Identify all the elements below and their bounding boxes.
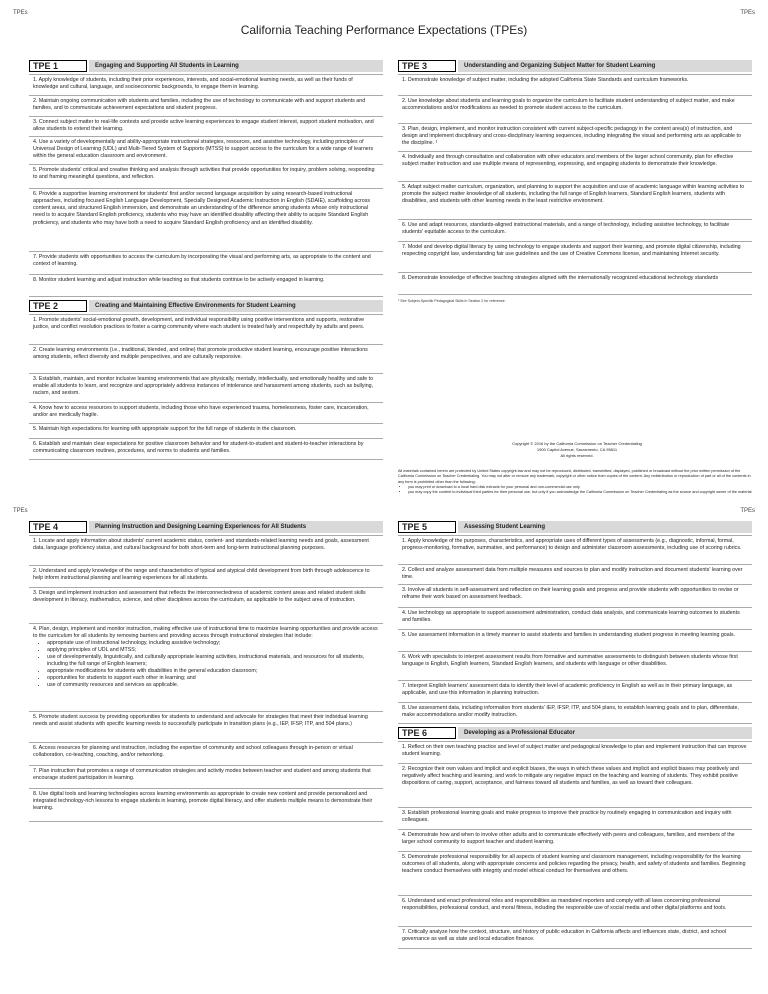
page-title: California Teaching Performance Expectations (TPEs) xyxy=(240,23,528,37)
tpe3-item: 6. Use and adapt resources, standards-aligned instructional materials, and a range of technology, including assistive technology, to facilitate students' equitable access to the curriculum. xyxy=(398,220,752,242)
tpe1-item: 1. Apply knowledge of students, including their prior experiences, interests, and social-emotional learning needs, as well as their funds of knowledge and cultural, language, and socioeconomic backgrounds, to engage them in learning. xyxy=(29,75,383,96)
tpe1-label: TPE 1 xyxy=(29,60,87,72)
copyright-bullet: • you may print or download to a local hard disk extracts for your personal and non-commercial use only xyxy=(408,485,756,490)
tpe5-item: 6. Work with specialists to interpret assessment results from formative and summative assessments to distinguish between students whose first language is English, English learners, Standard English learners, and students with language or other disabilities. xyxy=(398,652,752,681)
copyright-rights: All rights reserved. xyxy=(560,453,594,458)
tpe3-item: 7. Model and develop digital literacy by using technology to engage students and support their learning, and promote digital citizenship, including respecting copyright law, understanding fair use guidelines and the use of Creative Commons license, and maintaining Internet security. xyxy=(398,242,752,273)
tpe4-item: 6. Access resources for planning and instruction, including the expertise of community and school colleagues through in-person or virtual collaboration, co-teaching, coaching, and/or networking. xyxy=(29,743,383,766)
tpe1-heading: Engaging and Supporting All Students in Learning xyxy=(89,60,383,72)
tpe4-item-4-text: 4. Plan, design, implement and monitor instruction, making effective use of instructional time to maximize learning opportunities and provide access to the curriculum for all students by removing barriers and providing access through instructional strategies that include: xyxy=(33,625,378,639)
tpe4-bullet: • use of community resources and services as applicable. xyxy=(47,682,379,689)
column-tpe3 xyxy=(398,60,752,303)
tpe1-item: 3. Connect subject matter to real-life contexts and provide active learning experiences to engage student interest, support student motivation, and allow students to extend their learning. xyxy=(29,117,383,137)
tpe4-bullet: • applying principles of UDL and MTSS; xyxy=(47,647,379,654)
tpe2-item: 5. Maintain high expectations for learning with appropriate support for the full range of students in the classroom. xyxy=(29,424,383,439)
tpe1-item: 5. Promote students' critical and creative thinking and analysis through activities that provide opportunities for inquiry, problem solving, responding to and framing meaningful questions, and reflection. xyxy=(29,165,383,189)
header-left: TPEs xyxy=(13,10,28,16)
tpe2-item: 1. Promote students' social-emotional growth, development, and individual responsibility using positive interventions and supports, restorative justice, and conflict resolution practices to foster a caring community where each student is treated fairly and respectfully by adults and peers. xyxy=(29,315,383,345)
header-right-2: TPEs xyxy=(740,508,755,514)
tpe2-item: 4. Know how to access resources to support students, including those who have experienced trauma, homelessness, foster care, incarceration, and/or are medically fragile. xyxy=(29,403,383,424)
tpe6-list xyxy=(398,741,752,949)
tpe6-item: 5. Demonstrate professional responsibility for all aspects of student learning and classroom management, including responsibility for the learning outcomes of all students, along with appropriate concerns and policies regarding the privacy, health, and safety of students and families. Beginning teachers conduct themselves with integrity and model ethical conduct for themselves and others. xyxy=(398,852,752,896)
tpe3-item: 5. Adapt subject matter curriculum, organization, and planning to support the acquisition and use of academic language within learning activities to promote the subject matter knowledge of all students, including the full range of English learners, Standard English learners, students with disabilities, and students with other learning needs in the least restrictive environment. xyxy=(398,182,752,220)
tpe4-item: 7. Plan instruction that promotes a range of communication strategies and activity modes between teacher and student and among students that encourage student participation in learning. xyxy=(29,766,383,789)
tpe5-item: 7. Interpret English learners' assessment data to identify their level of academic proficiency in English as well as in their primary language, as applicable, and use this information in planning instruction. xyxy=(398,681,752,703)
tpe1-item: 7. Provide students with opportunities to access the curriculum by incorporating the visual and performing arts, as appropriate to the content and context of learning. xyxy=(29,252,383,275)
tpe6-label: TPE 6 xyxy=(398,727,456,739)
tpe3-label: TPE 3 xyxy=(398,60,456,72)
copyright-line: Copyright © 2016 by the California Commission on Teacher Credentialing xyxy=(512,441,642,446)
tpe4-bullet-list xyxy=(33,640,379,689)
tpe5-item: 3. Involve all students in self-assessment and reflection on their learning goals and progress and provide students with opportunities to revise or reframe their work based on assessment feedback. xyxy=(398,585,752,608)
tpe4-label: TPE 4 xyxy=(29,521,87,533)
column-tpe1-tpe2 xyxy=(29,60,383,460)
tpe6-item: 1. Reflect on their own teaching practice and level of subject matter and pedagogical knowledge to plan and implement instruction that can improve student learning. xyxy=(398,742,752,764)
tpe6-heading: Developing as a Professional Educator xyxy=(458,727,752,739)
column-tpe4 xyxy=(29,521,383,822)
tpe5-item: 4. Use technology as appropriate to support assessment administration, conduct data analysis, and communicate learning outcomes to students and families. xyxy=(398,608,752,630)
tpe5-list xyxy=(398,535,752,724)
tpe6-item: 2. Recognize their own values and implicit and explicit biases, the ways in which these values and implicit and explicit biases may positively and negatively affect teaching and learning, and work to mitigate any negative impact on the teaching and learning of students. They exhibit positive dispositions of caring, support, acceptance, and fairness toward all students and families, as well as toward their colleagues. xyxy=(398,764,752,808)
tpe3-header xyxy=(398,60,752,72)
tpe3-item: 8. Demonstrate knowledge of effective teaching strategies aligned with the internationally recognized educational technology standards xyxy=(398,273,752,295)
header-right: TPEs xyxy=(740,10,755,16)
copyright-bullet: • you may copy the content to individual third parties for their personal use, but only if you acknowledge the California Commission on Teacher Credentialing as the source and copyright owner of the material xyxy=(408,490,756,495)
tpe4-item xyxy=(29,624,383,712)
tpe4-item: 2. Understand and apply knowledge of the range and characteristics of typical and atypical child development from birth through adolescence to help inform instructional planning and learning experiences for all students. xyxy=(29,566,383,588)
tpe3-item: 2. Use knowledge about students and learning goals to organize the curriculum to facilitate student understanding of subject matter, and make accommodations and/or modifications as needed to promote student access to the curriculum. xyxy=(398,96,752,124)
tpe5-heading: Assessing Student Learning xyxy=(458,521,752,533)
tpe3-item: 4. Individually and through consultation and collaboration with other educators and members of the larger school community, plan for effective subject matter instruction and use multiple means of representing, expressing, and engaging students to demonstrate their knowledge. xyxy=(398,152,752,182)
tpe4-heading: Planning Instruction and Designing Learning Experiences for All Students xyxy=(89,521,383,533)
column-tpe5-tpe6 xyxy=(398,521,752,949)
tpe4-item: 8. Use digital tools and learning technologies across learning environments as appropriate to create new content and provide personalized and integrated technology-rich lessons to engage students in learning, promote digital literacy, and offer students multiple means to demonstrate their learning. xyxy=(29,789,383,822)
tpe5-label: TPE 5 xyxy=(398,521,456,533)
tpe4-item: 1. Locate and apply information about students' current academic status, content- and standards-related learning needs and goals, assessment data, language proficiency status, and cultural background for both short-term and long-term instructional planning purposes. xyxy=(29,536,383,566)
tpe4-bullet: • use of developmentally, linguistically, and culturally appropriate learning activities, instructional materials, and resources for all students, including the full range of English learners; xyxy=(47,654,379,668)
tpe3-footnote: ¹ See Subject-Specific Pedagogical Skills in Section 2 for reference. xyxy=(398,299,506,303)
tpe4-bullet: • opportunities for students to support each other in learning; and xyxy=(47,675,379,682)
tpe6-item: 3. Establish professional learning goals and make progress to improve their practice by routinely engaging in communication and inquiry with colleagues. xyxy=(398,808,752,830)
copyright-notice xyxy=(398,441,756,495)
tpe6-item: 4. Demonstrate how and when to involve other adults and to communicate effectively with peers and colleagues, families, and members of the larger school community to support teacher and student learning. xyxy=(398,830,752,852)
tpe2-label: TPE 2 xyxy=(29,300,87,312)
tpe1-item: 8. Monitor student learning and adjust instruction while teaching so that students continue to be actively engaged in learning. xyxy=(29,275,383,297)
tpe4-header xyxy=(29,521,383,533)
tpe4-item: 5. Promote student success by providing opportunities for students to understand and advocate for strategies that meet their individual learning needs and assist students with specific learning needs to successfully participate in transition plans (e.g., IEP, IFSP, ITP, and 504 plans.) xyxy=(29,712,383,743)
tpe5-item: 1. Apply knowledge of the purposes, characteristics, and appropriate uses of different types of assessments (e.g., diagnostic, informal, formal, progress-monitoring, formative, summative, and performance) to design and administer classroom assessments, including use of scoring rubrics. xyxy=(398,536,752,565)
tpe5-item: 8. Use assessment data, including information from students' IEP, IFSP, ITP, and 504 plans, to establish learning goals and to plan, differentiate, make accommodations and/or modify instruction. xyxy=(398,703,752,724)
tpe5-item: 5. Use assessment information in a timely manner to assist students and families in understanding student progress in meeting learning goals. xyxy=(398,630,752,652)
tpe2-list xyxy=(29,314,383,460)
tpe4-list xyxy=(29,535,383,822)
tpe5-header xyxy=(398,521,752,533)
header-left-2: TPEs xyxy=(13,508,28,514)
tpe6-item: 6. Understand and enact professional roles and responsibilities as mandated reporters and comply with all laws concerning professional responsibilities, professional conduct, and moral fitness, including the responsible use of social media and other digital platforms and tools. xyxy=(398,896,752,927)
tpe2-item: 3. Establish, maintain, and monitor inclusive learning environments that are physically, mentally, intellectually, and emotionally healthy and safe to enable all students to learn, and recognize and appropriately address instances of intolerance and harassment among students, such as bullying, racism, and sexism. xyxy=(29,374,383,403)
tpe1-item: 6. Provide a supportive learning environment for students' first and/or second language acquisition by using research-based instructional approaches, including focused English Language Development, Specially Designed Academic Instruction in English (SDAIE), scaffolding across content areas, and structured English immersion, and demonstrate an understanding of the difference among students whose only instructional need is to acquire Standard English proficiency, students who may have an identified disability affecting their ability to acquire Standard English proficiency, and students who may have both a need to acquire Standard English proficiency and an identified disability. xyxy=(29,189,383,252)
tpe4-item: 3. Design and implement instruction and assessment that reflects the interconnectedness of academic content areas and related student skills development in literacy, mathematics, science, and other disciplines across the curriculum, as applicable to the subject area of instruction. xyxy=(29,588,383,624)
tpe3-heading: Understanding and Organizing Subject Matter for Student Learning xyxy=(458,60,752,72)
tpe6-header xyxy=(398,727,752,739)
tpe3-item: 1. Demonstrate knowledge of subject matter, including the adopted California State Standards and curriculum frameworks. xyxy=(398,75,752,96)
tpe2-item: 2. Create learning environments (i.e., traditional, blended, and online) that promote productive student learning, encourage positive interactions among students, reflect diversity and multiple perspectives, and are culturally responsive. xyxy=(29,345,383,374)
tpe2-item: 6. Establish and maintain clear expectations for positive classroom behavior and for student-to-student and student-to-teacher interactions by communicating classroom routines, procedures, and norms to students and families. xyxy=(29,439,383,460)
tpe1-list xyxy=(29,74,383,297)
copyright-list xyxy=(398,485,756,496)
tpe5-item: 2. Collect and analyze assessment data from multiple measures and sources to plan and modify instruction and document students' learning over time. xyxy=(398,565,752,585)
tpe2-header xyxy=(29,300,383,312)
tpe3-item: 3. Plan, design, implement, and monitor instruction consistent with current subject-specific pedagogy in the content area(s) of instruction, and design and implement disciplinary and cross-disciplinary learning sequences, including integrating the visual and performing arts as applicable to the discipline. ¹ xyxy=(398,124,752,152)
tpe4-bullet: • appropriate use of instructional technology, including assistive technology; xyxy=(47,640,379,647)
tpe1-item: 4. Use a variety of developmentally and ability-appropriate instructional strategies, resources, and assistive technology, including principles of Universal Design of Learning (UDL) and Multi-Tiered System of Supports (MTSS) to support access to the curriculum for a wide range of learners within the general education classroom and environment. xyxy=(29,137,383,165)
tpe4-bullet: • appropriate modifications for students with disabilities in the general education classroom; xyxy=(47,668,379,675)
copyright-address: 1900 Capitol Avenue, Sacramento, CA 95811 xyxy=(536,447,618,452)
tpe1-header xyxy=(29,60,383,72)
tpe2-heading: Creating and Maintaining Effective Environments for Student Learning xyxy=(89,300,383,312)
tpe3-list xyxy=(398,74,752,295)
copyright-body: All materials contained herein are protected by United States copyright law and may not be reproduced, distributed, transmitted, displayed, published or broadcast without the prior written permission of the California Commission on Teacher Credentialing. You may not alter or remove any trademark, copyright or other notice from copies of the content. Any redistribution or reproduction of part or all of the contents in any form is prohibited other than the following: xyxy=(398,469,751,484)
tpe1-item: 2. Maintain ongoing communication with students and families, including the use of technology to communicate with and support students and families, and to communicate achievement expectations and student progress. xyxy=(29,96,383,117)
tpe6-item: 7. Critically analyze how the context, structure, and history of public education in California affects and influences state, district, and school governance as well as state and local education finance. xyxy=(398,927,752,949)
